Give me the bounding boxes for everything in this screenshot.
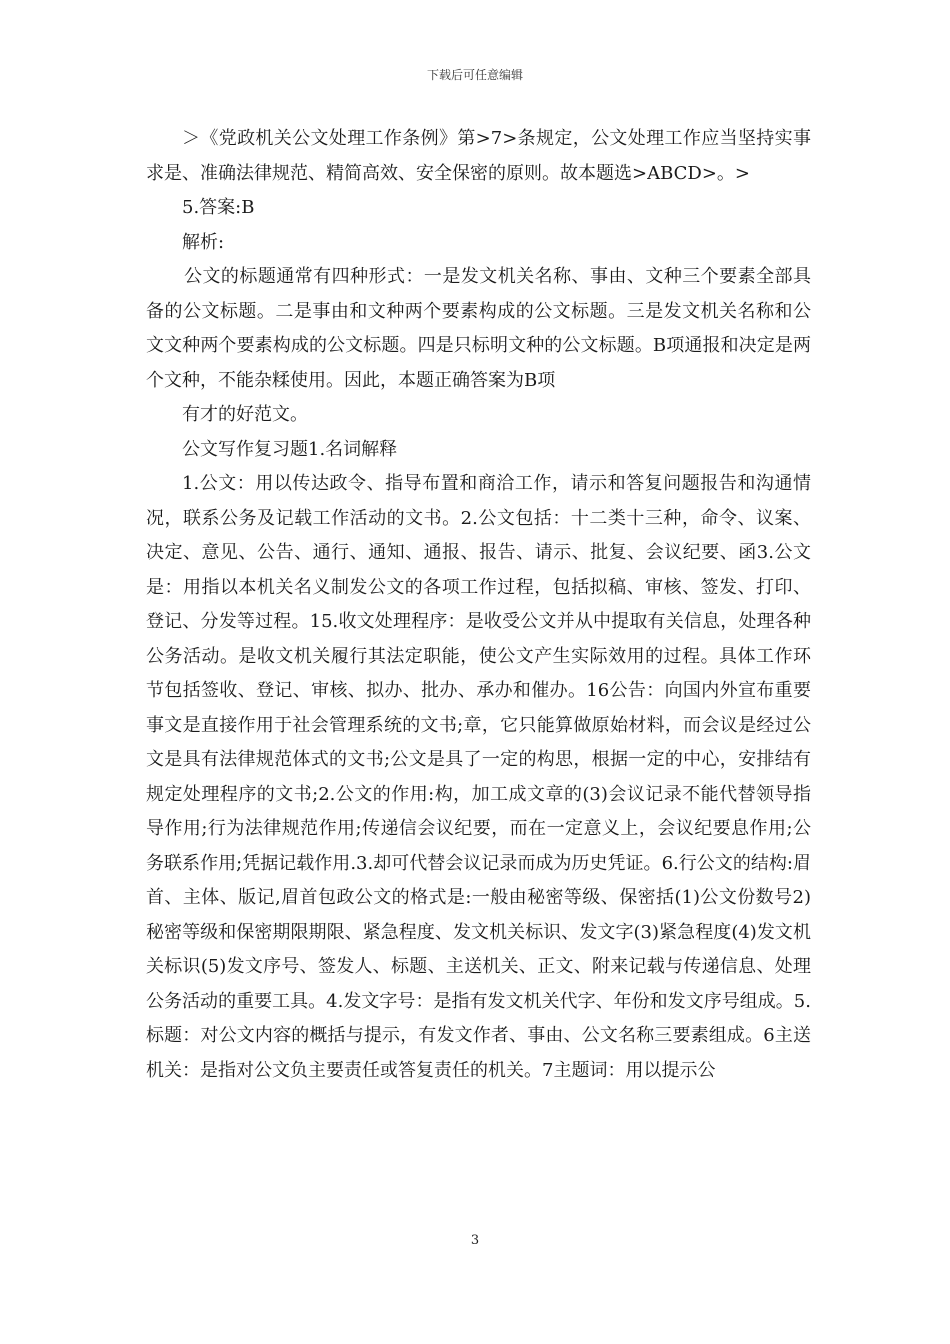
- paragraph-regulation: ＞《党政机关公文处理工作条例》第>7>条规定，公文处理工作应当坚持实事求是、准确法律规范、精简高效、安全保密的原则。故本题选>ABCD>。>: [146, 128, 811, 184]
- page-number: 3: [470, 1233, 480, 1248]
- page-header: 下载后可任意编辑: [426, 68, 523, 82]
- document-body: [146, 122, 811, 1088]
- paragraph-definitions: 1.公文：用以传达政令、指导布置和商洽工作，请示和答复问题报告和沟通情况，联系公务及记载工作活动的文书。2.公文包括：十二类十三种，命令、议案、决定、意见、公告、通行、通知、通报、报告、请示、批复、会议纪要、函3.公文是：用指以本机关名义制发公文的各项工作过程，包括拟稿、审核、签发、打印、登记、分发等过程。15.收文处理程序：是收受公文并从中提取有关信息，处理各种公务活动。是收文机关履行其法定职能，使公文产生实际效用的过程。具体工作环节包括签收、登记、审核、拟办、批办、承办和催办。16公告：向国内外宣布重要事文是直接作用于社会管理系统的文书;章，它只能算做原始材料，而会议是经过公文是具有法律规范体式的文书;公文是具了一定的构思，根据一定的中心，安排结有规定处理程序的文书;2.公文的作用:构，加工成文章的(3)会议记录不能代替领导指导作用;行为法律规范作用;传递信会议纪要，而在一定意义上，会议纪要息作用;公务联系作用;凭据记载作用.3.却可代替会议记录而成为历史凭证。6.行公文的结构:眉首、主体、版记,眉首包政公文的格式是:一般由秘密等级、保密括(1)公文份数号2)秘密等级和保密期限期限、紧急程度、发文机关标识、发文字(3)紧急程度(4)发文机关标识(5)发文序号、签发人、标题、主送机关、正文、附来记载与传递信息、处理公务活动的重要工具。4.发文字号：是指有发文机关代字、年份和发文序号组成。5.标题：对公文内容的概括与提示，有发文作者、事由、公文名称三要素组成。6主送机关：是指对公文负主要责任或答复责任的机关。7主题词：用以提示公: [146, 473, 811, 1081]
- paragraph-section-title: 公文写作复习题1.名词解释: [182, 438, 398, 460]
- paragraph-note: 有才的好范文。: [182, 404, 308, 425]
- paragraph-analysis: 公文的标题通常有四种形式：一是发文机关名称、事由、文种三个要素全部具备的公文标题。二是事由和文种两个要素构成的公文标题。三是发文机关名称和公文文种两个要素构成的公文标题。四是只标明文种的公文标题。B项通报和决定是两个文种，不能杂糅使用。因此，本题正确答案为B项: [146, 266, 811, 391]
- paragraph-answer: 5.答案:B: [182, 197, 255, 218]
- paragraph-analysis-label: 解析:: [182, 231, 225, 253]
